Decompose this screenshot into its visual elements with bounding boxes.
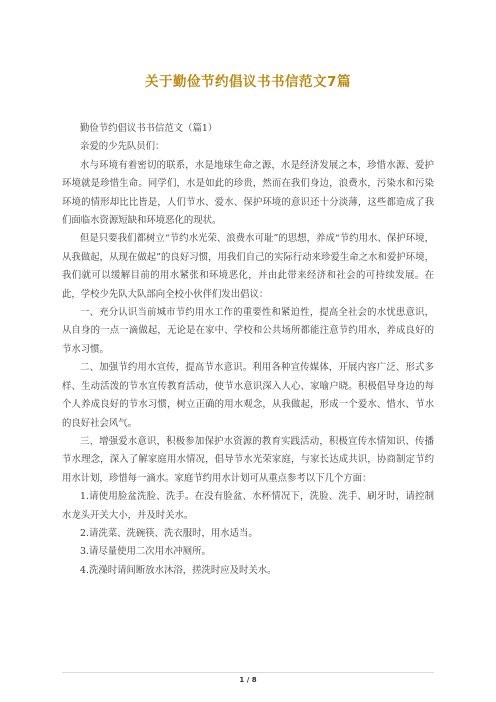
paragraph: 水与环境有着密切的联系，水是地球生命之源，水是经济发展之本，珍惜水源、爱护环境就是珍惜生命。同学们，水是如此的珍贵，然而在我们身边，浪费水，污染水和污染环境的情形却比比皆是，人们节水、爱水、保护环境的意识还十分淡薄，这些都造成了我们面临水资源短缺和环境恶化的现状。 (62, 159, 434, 227)
paragraph: 但是只要我们都树立“节约水光荣、浪费水可耻”的思想，养成“节约用水、保护环境，从我做起，从现在做起”的良好习惯，用我们自己的实际行动来珍爱生命之水和爱护环境，我们就可以缓解目前的用水紧张和环境恶化，并由此带来经济和社会的可持续发展。在此，学校少先队大队部向全校小伙伴们发出倡议： (62, 233, 434, 300)
list-item: 2.请洗菜、洗碗筷、洗衣服时，用水适当。 (80, 527, 258, 539)
paragraph: 三、增强爱水意识，积极参加保护水资源的教育实践活动，积极宣传水情知识、传播节水理念，深入了解家庭用水情况，倡导节水光荣家庭，与家长达成共识，协商制定节约用水计划，珍惜每一滴水。家庭节约用水计划可从重点参考以下几个方面： (62, 435, 434, 484)
document-title: 关于勤俭节约倡议书书信范文7篇 (145, 74, 351, 90)
document-body (62, 120, 434, 580)
paragraph: 亲爱的少先队员们： (80, 141, 165, 153)
list-item: 3.请尽量使用二次用水冲厕所。 (80, 546, 211, 558)
list-item: 1.请使用脸盆洗脸、洗手。在没有脸盆、水杯情况下，洗脸、洗手、刷牙时，请控制水龙头开关大小，并及时关水。 (62, 491, 434, 521)
paragraph: 一、充分认识当前城市节约用水工作的重要性和紧迫性，提高全社会的水忧患意识，从自身的一点一滴做起，无论是在家中、学校和公共场所都能注意节约用水，养成良好的节水习惯。 (62, 307, 434, 355)
page-number: 1 / 8 (239, 676, 257, 684)
footer-divider (62, 672, 434, 673)
paragraph: 二、加强节约用水宣传，提高节水意识。利用各种宣传媒体，开展内容广泛、形式多样、生动活泼的节水宣传教育活动，使节水意识深入人心、家喻户晓。积极倡导身边的每个人养成良好的节水习惯，树立正确的用水观念，从我做起，形成一个爱水、惜水、节水的良好社会风气。 (62, 362, 434, 429)
list-item: 4.洗澡时请间断放水沐浴，搓洗时应及时关水。 (80, 564, 277, 576)
paragraph: 勤俭节约倡议书书信范文（篇1） (80, 123, 218, 134)
